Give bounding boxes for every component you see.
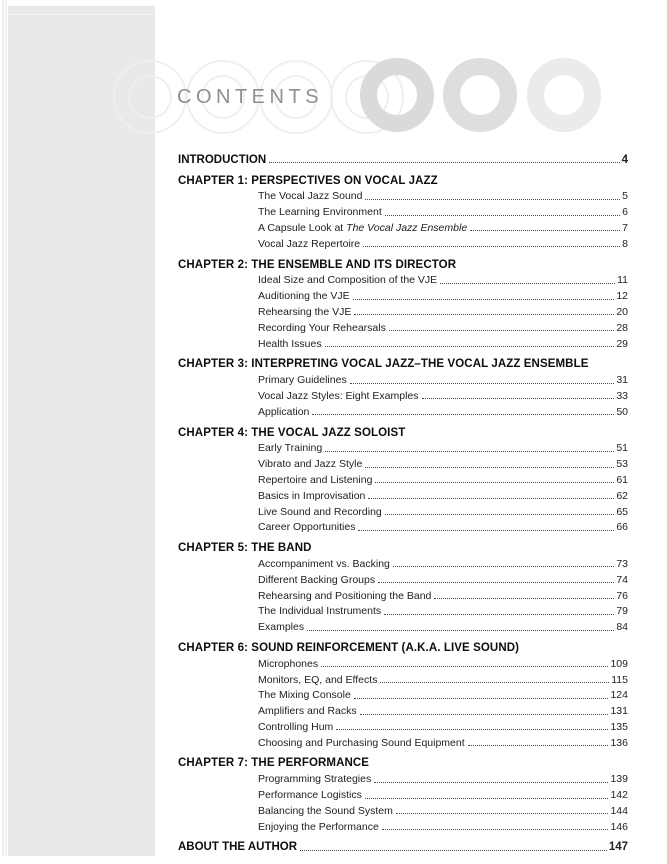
toc-entry-title: Rehearsing the VJE <box>258 305 352 318</box>
page-number: 147 <box>608 841 628 854</box>
toc-entry-title: The Learning Environment <box>258 206 382 219</box>
page-number: 74 <box>616 573 628 586</box>
toc-entry-title: Accompaniment vs. Backing <box>258 557 390 570</box>
page-number: 135 <box>610 720 628 733</box>
toc-entry-title: Different Backing Groups <box>258 573 376 586</box>
toc-entry <box>178 439 628 455</box>
dot-leader <box>353 299 615 300</box>
page-number: 84 <box>616 621 628 634</box>
dot-leader <box>269 162 619 163</box>
toc-entry <box>178 785 628 801</box>
page-number: 20 <box>616 305 628 318</box>
toc-entry-title: Enjoying the Performance <box>258 820 379 833</box>
dot-leader <box>321 666 608 667</box>
page-number: 11 <box>617 274 628 287</box>
table-of-contents <box>178 150 628 853</box>
toc-entry-title: Examples <box>258 621 305 634</box>
page-number: 146 <box>610 820 628 833</box>
page-number: 139 <box>610 773 628 786</box>
toc-entry-title: Primary Guidelines <box>258 374 347 387</box>
toc-entry-title: Application <box>258 405 310 418</box>
toc-entry-title-italic: The Vocal Jazz Ensemble <box>346 221 468 234</box>
toc-entry-title: Vibrato and Jazz Style <box>258 458 363 471</box>
toc-chapter-heading: CHAPTER 3: INTERPRETING VOCAL JAZZ–THE VOCAL JAZZ ENSEMBLE <box>178 358 589 371</box>
toc-entry <box>178 670 628 686</box>
dot-leader <box>470 230 620 231</box>
toc-entry <box>178 586 628 602</box>
toc-entry-title: A Capsule Look at The Vocal Jazz Ensemble <box>258 221 468 234</box>
toc-entry <box>178 717 628 733</box>
dot-leader <box>336 729 608 730</box>
toc-entry-title: The Mixing Console <box>258 689 351 702</box>
page-number: 33 <box>616 389 628 402</box>
toc-entry <box>178 518 628 534</box>
toc-entry <box>178 701 628 717</box>
page-number: 8 <box>622 237 628 250</box>
toc-entry <box>178 617 628 633</box>
page-number: 50 <box>616 405 628 418</box>
toc-entry <box>178 302 628 318</box>
toc-entry <box>178 801 628 817</box>
page-number: 131 <box>610 705 628 718</box>
toc-entry-title: Monitors, EQ, and Effects <box>258 673 378 686</box>
page-number: 6 <box>622 206 628 219</box>
dot-leader <box>389 330 614 331</box>
dot-leader <box>350 383 615 384</box>
toc-entry <box>178 502 628 518</box>
page-number: 124 <box>610 689 628 702</box>
page-number: 5 <box>622 190 628 203</box>
page-number: 144 <box>610 804 628 817</box>
page-number: 31 <box>616 374 628 387</box>
dot-leader <box>422 398 615 399</box>
toc-entry <box>178 838 628 854</box>
toc-entry <box>178 386 628 402</box>
toc-entry-title: Early Training <box>258 442 323 455</box>
dot-leader <box>307 630 614 631</box>
page-number: 66 <box>616 521 628 534</box>
toc-entry <box>178 187 628 203</box>
toc-entry <box>178 454 628 470</box>
toc-entry-title: Recording Your Rehearsals <box>258 321 386 334</box>
toc-entry-title: Career Opportunities <box>258 521 356 534</box>
dot-leader <box>396 813 609 814</box>
toc-entry <box>178 402 628 418</box>
toc-entry-title: Vocal Jazz Repertoire <box>258 237 361 250</box>
dot-leader <box>365 199 620 200</box>
toc-entry <box>178 686 628 702</box>
dot-leader <box>380 682 609 683</box>
dot-leader <box>440 283 615 284</box>
toc-entry <box>178 370 628 386</box>
page-number: 109 <box>610 657 628 670</box>
dot-leader <box>468 745 609 746</box>
toc-entry-title: INTRODUCTION <box>178 153 267 166</box>
toc-entry-title: Live Sound and Recording <box>258 505 382 518</box>
toc-entry <box>178 234 628 250</box>
toc-entry <box>178 470 628 486</box>
toc-entry <box>178 318 628 334</box>
page-number: 12 <box>616 290 628 303</box>
toc-entry <box>178 554 628 570</box>
toc-chapter-heading: CHAPTER 7: THE PERFORMANCE <box>178 757 370 770</box>
page-number: 4 <box>621 153 628 166</box>
toc-entry <box>178 334 628 350</box>
dot-leader <box>354 698 609 699</box>
toc-entry-title: Choosing and Purchasing Sound Equipment <box>258 736 465 749</box>
toc-entry-title: Vocal Jazz Styles: Eight Examples <box>258 389 419 402</box>
toc-entry-title: Microphones <box>258 657 319 670</box>
page-number: 7 <box>622 221 628 234</box>
page-number: 51 <box>616 442 628 455</box>
ring-outline-icon <box>113 60 187 134</box>
toc-entry <box>178 602 628 618</box>
page-edge-highlight <box>8 14 155 15</box>
donut-ring-icon <box>527 58 601 132</box>
toc-entry <box>178 202 628 218</box>
toc-entry-title: The Individual Instruments <box>258 605 382 618</box>
toc-entry-title: Performance Logistics <box>258 789 362 802</box>
dot-leader <box>363 246 620 247</box>
toc-entry-title: ABOUT THE AUTHOR <box>178 841 298 854</box>
toc-chapter-heading: CHAPTER 1: PERSPECTIVES ON VOCAL JAZZ <box>178 174 438 187</box>
dot-leader <box>354 314 614 315</box>
dot-leader <box>325 451 614 452</box>
dot-leader <box>312 414 614 415</box>
page-number: 62 <box>616 489 628 502</box>
page-gutter-line <box>5 0 7 856</box>
dot-leader <box>358 530 614 531</box>
dot-leader <box>384 614 614 615</box>
donut-ring-icon <box>360 58 434 132</box>
dot-leader <box>325 346 615 347</box>
toc-entry <box>178 150 628 166</box>
dot-leader <box>374 782 608 783</box>
page-number: 28 <box>616 321 628 334</box>
toc-entry <box>178 271 628 287</box>
dot-leader <box>365 467 614 468</box>
page-number: 115 <box>611 673 628 686</box>
dot-leader <box>365 798 609 799</box>
toc-entry <box>178 733 628 749</box>
toc-entry <box>178 654 628 670</box>
donut-ring-icon <box>443 58 517 132</box>
dot-leader <box>382 829 609 830</box>
toc-entry-title: Rehearsing and Positioning the Band <box>258 589 432 602</box>
toc-entry <box>178 769 628 785</box>
toc-entry-title: Auditioning the VJE <box>258 290 350 303</box>
toc-entry-title: Controlling Hum <box>258 720 334 733</box>
page-number: 136 <box>610 736 628 749</box>
page-title: CONTENTS <box>177 86 323 108</box>
toc-entry-title: Repertoire and Listening <box>258 473 373 486</box>
page-number: 29 <box>616 337 628 350</box>
page-number: 76 <box>616 589 628 602</box>
page-number: 73 <box>616 557 628 570</box>
toc-entry <box>178 286 628 302</box>
toc-entry <box>178 817 628 833</box>
dot-leader <box>385 514 615 515</box>
page-number: 142 <box>610 789 628 802</box>
toc-entry <box>178 218 628 234</box>
page-number: 53 <box>616 458 628 471</box>
toc-chapter-heading: CHAPTER 5: THE BAND <box>178 542 312 555</box>
toc-entry-title: Basics in Improvisation <box>258 489 366 502</box>
dot-leader <box>375 482 614 483</box>
toc-entry-title: Balancing the Sound System <box>258 804 393 817</box>
dot-leader <box>385 215 620 216</box>
toc-chapter-heading: CHAPTER 6: SOUND REINFORCEMENT (A.K.A. LIVE SOUND) <box>178 641 520 654</box>
adjacent-page-edge <box>8 6 155 856</box>
toc-entry <box>178 486 628 502</box>
toc-chapter-heading: CHAPTER 4: THE VOCAL JAZZ SOLOIST <box>178 426 406 439</box>
toc-entry <box>178 570 628 586</box>
toc-entry-title: Ideal Size and Composition of the VJE <box>258 274 438 287</box>
dot-leader <box>393 566 614 567</box>
dot-leader <box>300 850 607 851</box>
dot-leader <box>378 582 614 583</box>
toc-entry-title: The Vocal Jazz Sound <box>258 190 363 203</box>
toc-chapter-heading: CHAPTER 2: THE ENSEMBLE AND ITS DIRECTOR <box>178 258 457 271</box>
dot-leader <box>434 598 614 599</box>
page-gutter-line <box>2 0 4 856</box>
toc-entry-title: Programming Strategies <box>258 773 372 786</box>
toc-entry-title: Health Issues <box>258 337 322 350</box>
toc-entry-title: Amplifiers and Racks <box>258 705 357 718</box>
page-number: 79 <box>616 605 628 618</box>
page-number: 61 <box>616 473 628 486</box>
dot-leader <box>368 498 614 499</box>
page-number: 65 <box>616 505 628 518</box>
dot-leader <box>360 714 609 715</box>
